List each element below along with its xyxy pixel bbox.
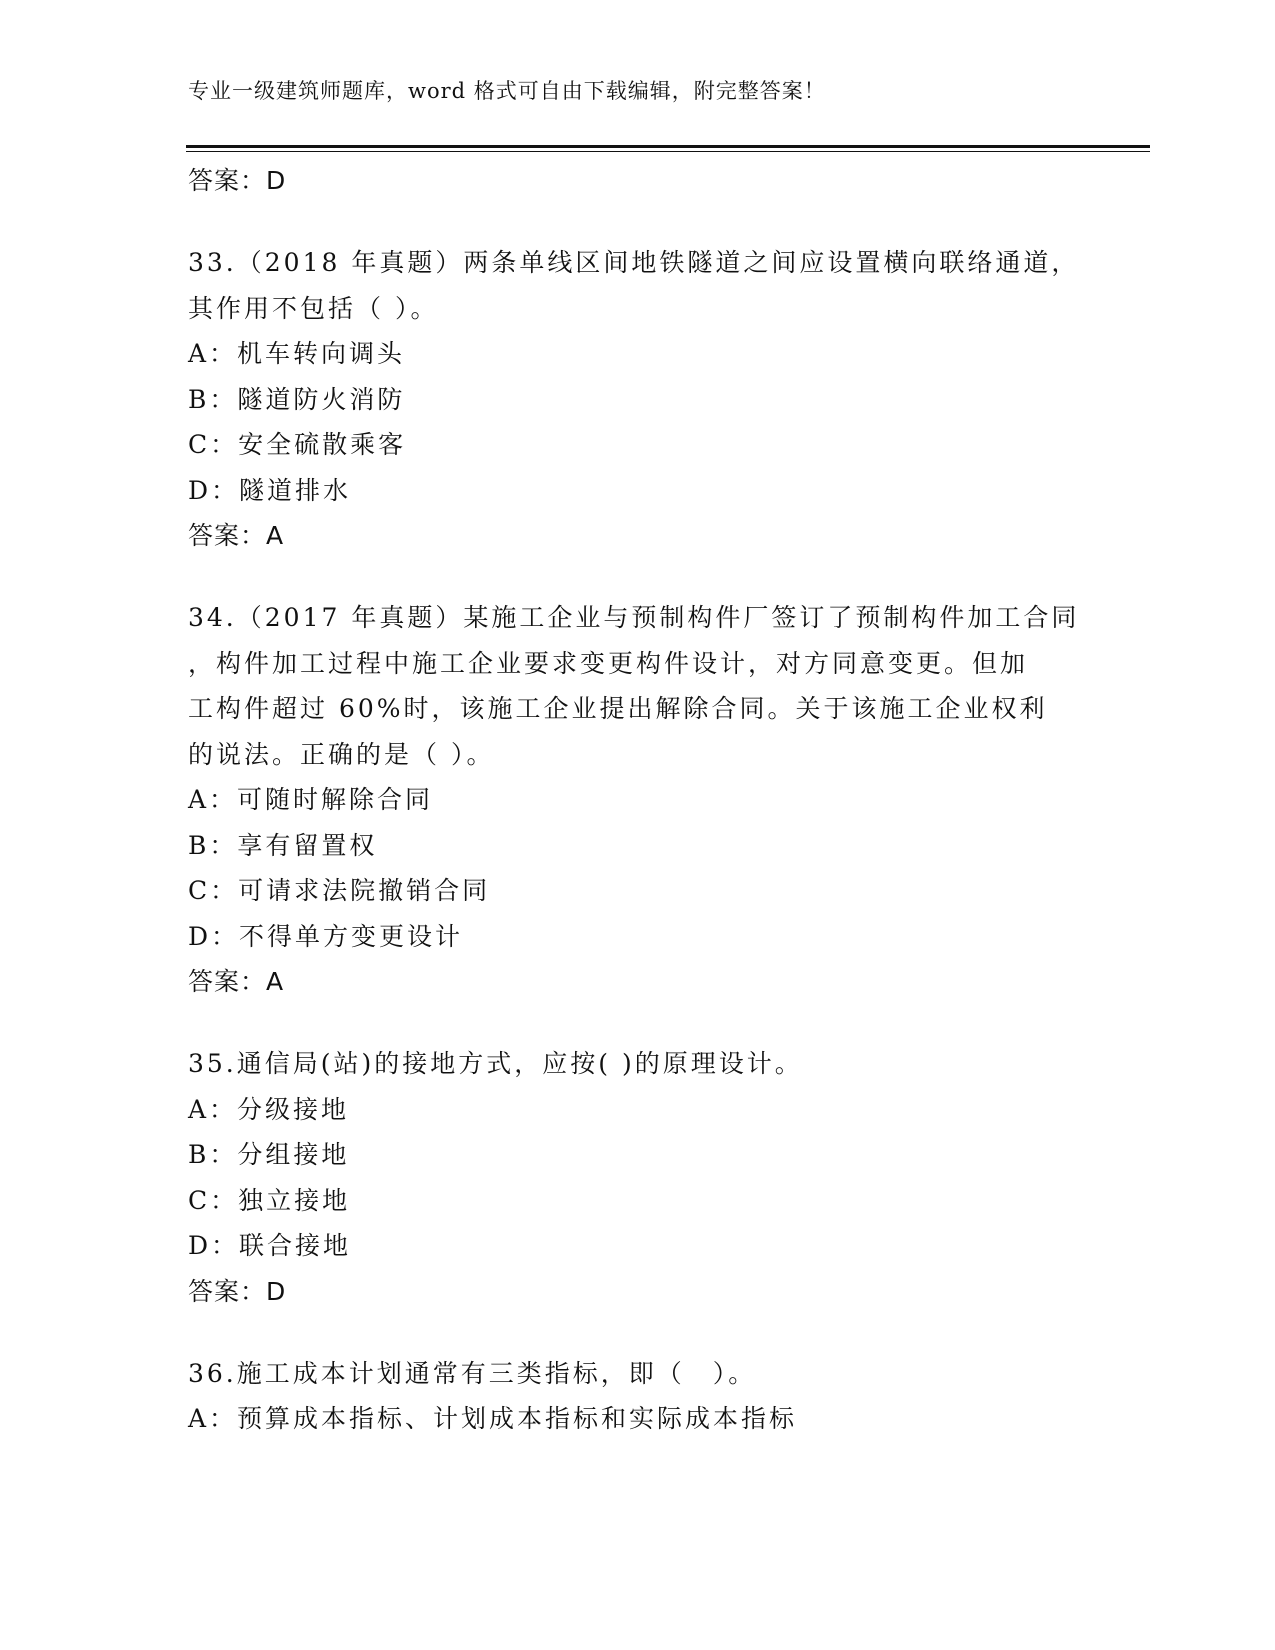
option-d: D：隧道排水 (188, 475, 352, 505)
option-c: C：安全硫散乘客 (188, 430, 407, 459)
option-d: D：不得单方变更设计 (188, 921, 464, 951)
answer-line: 答案：A (188, 967, 285, 996)
question-35 (188, 1041, 1088, 1314)
question-34 (188, 595, 1088, 1004)
option-c: C：独立接地 (188, 1185, 351, 1215)
question-text-line: 36.施工成本计划通常有三类指标，即（ ）。 (188, 1358, 757, 1388)
question-33 (188, 240, 1088, 558)
question-list (188, 158, 1088, 1442)
question-text-line: 35.通信局(站)的接地方式，应按( )的原理设计。 (188, 1049, 803, 1078)
question-text-line: 其作用不包括（ ）。 (188, 293, 439, 323)
question-text-line: 的说法。正确的是（ ）。 (188, 739, 495, 769)
option-a: A：可随时解除合同 (188, 785, 434, 814)
answer-line: 答案：D (188, 166, 287, 195)
option-d: D：联合接地 (188, 1231, 352, 1260)
option-a: A：分级接地 (188, 1094, 350, 1124)
header-rule-thick (186, 145, 1150, 148)
question-text-line: 33.（2018 年真题）两条单线区间地铁隧道之间应设置横向联络通道， (188, 248, 1080, 277)
question-text-line: 工构件超过 60%时，该施工企业提出解除合同。关于该施工企业权利 (188, 694, 1048, 723)
option-b: B：隧道防火消防 (188, 384, 406, 414)
option-b: B：分组接地 (188, 1140, 350, 1169)
answer-line: 答案：D (188, 1276, 287, 1306)
option-a: A：预算成本指标、计划成本指标和实际成本指标 (188, 1404, 798, 1433)
option-b: B：享有留置权 (188, 830, 378, 860)
answer-line: 答案：A (188, 521, 285, 550)
question-text-line: ，构件加工过程中施工企业要求变更构件设计，对方同意变更。但加 (188, 648, 1029, 678)
option-a: A：机车转向调头 (188, 339, 406, 368)
question-text-line: 34.（2017 年真题）某施工企业与预制构件厂签订了预制构件加工合同 (188, 603, 1080, 632)
option-c: C：可请求法院撤销合同 (188, 876, 491, 905)
header-rule-thin (186, 151, 1150, 152)
question-36 (188, 1351, 1088, 1442)
page-header-text: 专业一级建筑师题库，word 格式可自由下载编辑，附完整答案！ (188, 79, 826, 103)
